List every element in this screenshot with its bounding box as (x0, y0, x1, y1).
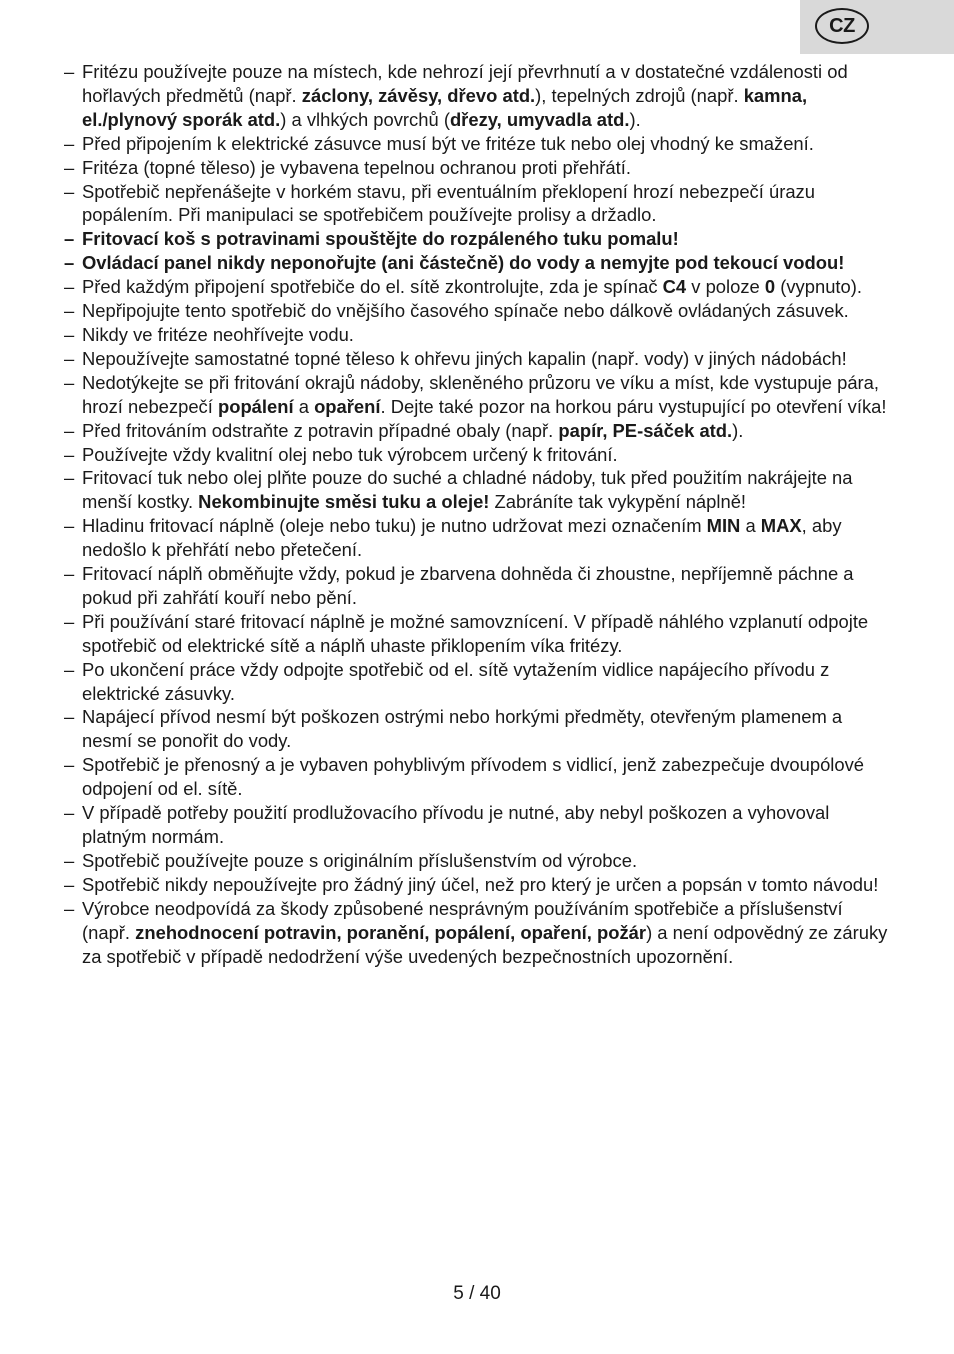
list-item (64, 180, 894, 228)
item-text: , aby nedošlo k přehřátí nebo přetečení. (82, 515, 842, 561)
language-tab (800, 0, 954, 54)
list-item (64, 849, 894, 873)
item-text: Před fritováním odstraňte z potravin případné obaly (např. (82, 419, 559, 441)
list-dash: – (64, 300, 75, 322)
bold-text: Nekombinujte směsi tuku a oleje! (198, 491, 490, 513)
item-text: Při používání staré fritovací náplně je možné samovznícení. V případě náhlého vzplanutí odpojte spotřebič od elektrické sítě a náplň uhaste přiklopením víka fritézy. (82, 610, 869, 656)
list-dash: – (64, 156, 75, 178)
bold-text: Fritovací koš s potravinami spouštějte do rozpáleného tuku pomalu! (82, 228, 679, 250)
item-text: ) a vlhkých povrchů ( (280, 108, 450, 130)
list-dash: – (64, 802, 75, 824)
list-dash: – (64, 276, 75, 298)
item-text: a (293, 395, 315, 417)
item-text: Spotřebič nikdy nepoužívejte pro žádný jiný účel, než pro který je určen a popsán v tomto návodu! (82, 873, 879, 895)
list-dash: – (64, 754, 75, 776)
bold-text: kamna, el./plynový sporák atd. (82, 84, 808, 130)
item-text: Fritovací tuk nebo olej plňte pouze do suché a chladné nádoby, tuk před použitím nakrájejte na menší kostky. (82, 467, 853, 513)
list-item (64, 227, 894, 251)
item-text: Spotřebič nepřenášejte v horkém stavu, při eventuálním překlopení hrozí nebezpečí úrazu popálením. Při manipulaci se spotřebičem používejte prolisy a držadlo. (82, 180, 815, 226)
list-dash: – (64, 515, 75, 537)
list-item (64, 443, 894, 467)
list-item (64, 323, 894, 347)
bold-text: opaření (314, 395, 381, 417)
item-text: Výrobce neodpovídá za škody způsobené nesprávným používáním spotřebiče a příslušenství (např. (82, 897, 843, 943)
item-text: Nedotýkejte se při fritování okrajů nádoby, skleněného průzoru ve víku a míst, kde vystupuje pára, hrozí nebezpečí (82, 371, 880, 417)
item-text: Zabráníte tak vykypění náplně! (489, 491, 747, 513)
bold-text: MIN (706, 515, 741, 537)
item-text: Před každým připojení spotřebiče do el. sítě zkontrolujte, zda je spínač (82, 276, 663, 298)
item-text: ). (732, 419, 744, 441)
list-dash: – (64, 443, 75, 465)
list-dash: – (64, 563, 75, 585)
list-dash: – (64, 658, 75, 680)
list-item (64, 419, 894, 443)
item-text: Fritézu používejte pouze na místech, kde nehrozí její převrhnutí a v dostatečné vzdálenosti od hořlavých předmětů (např. (82, 61, 848, 106)
list-dash: – (64, 252, 75, 274)
item-text: ) a není odpovědný ze záruky za spotřebič v případě nedodržení výše uvedených bezpečnostních upozornění. (82, 921, 888, 967)
bold-text: znehodnocení potravin, poranění, popálení, opaření, požár (135, 921, 647, 943)
list-item (64, 562, 894, 610)
bold-text: C4 (662, 276, 687, 298)
list-item (64, 466, 894, 514)
item-text: Nepoužívejte samostatné topné těleso k ohřevu jiných kapalin (např. vody) v jiných nádobách! (82, 347, 847, 369)
list-item (64, 251, 894, 275)
list-dash: – (64, 347, 75, 369)
item-text: v poloze (686, 276, 765, 298)
item-text: (vypnuto). (775, 276, 862, 298)
item-text: Fritéza (topné těleso) je vybavena tepelnou ochranou proti přehřátí. (82, 156, 631, 178)
list-item (64, 60, 894, 132)
item-text: Nikdy ve fritéze neohřívejte vodu. (82, 323, 354, 345)
bold-text: papír, PE-sáček atd. (558, 419, 733, 441)
list-item (64, 156, 894, 180)
item-text: Fritovací náplň obměňujte vždy, pokud je zbarvena dohněda či zhoustne, nepříjemně páchne a pokud při zahřátí kouří nebo pění. (82, 563, 854, 608)
bold-text: záclony, závěsy, dřevo atd. (301, 84, 536, 106)
item-text: Spotřebič je přenosný a je vybaven pohyblivým přívodem s vidlicí, jenž zabezpečuje dvoupólové odpojení od el. sítě. (82, 754, 865, 800)
list-dash: – (64, 371, 75, 393)
item-text: Hladinu fritovací náplně (oleje nebo tuku) je nutno udržovat mezi označením (82, 515, 707, 537)
list-dash: – (64, 873, 75, 895)
bold-text: dřezy, umyvadla atd. (449, 108, 630, 130)
item-text: Napájecí přívod nesmí být poškozen ostrými nebo horkými předměty, otevřeným plamenem a nesmí se ponořit do vody. (82, 706, 843, 752)
list-item (64, 514, 894, 562)
list-item (64, 873, 894, 897)
page-number: 5 / 40 (453, 1283, 501, 1304)
item-text: a (740, 515, 761, 537)
list-dash: – (64, 180, 75, 202)
list-item (64, 753, 894, 801)
item-text: Spotřebič používejte pouze s originálním příslušenstvím od výrobce. (82, 849, 638, 871)
item-text: V případě potřeby použití prodlužovacího přívodu je nutné, aby nebyl poškozen a vyhovoval platným normám. (82, 802, 830, 847)
list-dash: – (64, 132, 75, 154)
bold-text: 0 (764, 276, 776, 298)
list-dash: – (64, 610, 75, 632)
bold-text: popálení (217, 395, 294, 417)
bold-text: MAX (760, 515, 802, 537)
list-item (64, 347, 894, 371)
item-text: . Dejte také pozor na horkou páru vystupující po otevření víka! (380, 395, 887, 417)
list-item (64, 801, 894, 849)
list-item (64, 610, 894, 658)
item-text: Používejte vždy kvalitní olej nebo tuk výrobcem určený k fritování. (82, 443, 618, 465)
list-dash: – (64, 323, 75, 345)
list-item (64, 132, 894, 156)
list-item (64, 275, 894, 299)
list-item (64, 299, 894, 323)
list-dash: – (64, 849, 75, 871)
item-text: ), tepelných zdrojů (např. (535, 84, 744, 106)
safety-instructions-list (64, 60, 894, 968)
list-item (64, 897, 894, 969)
item-text: Po ukončení práce vždy odpojte spotřebič od el. sítě vytažením vidlice napájecího přívodu z elektrické zásuvky. (82, 658, 830, 704)
item-text: ). (629, 108, 641, 130)
list-dash: – (64, 419, 75, 441)
list-dash: – (64, 897, 75, 919)
list-item (64, 371, 894, 419)
list-dash: – (64, 228, 75, 250)
list-dash: – (64, 706, 75, 728)
language-badge: CZ (815, 8, 869, 44)
list-dash: – (64, 467, 75, 489)
list-item (64, 658, 894, 706)
item-text: Nepřipojujte tento spotřebič do vnějšího časového spínače nebo dálkově ovládaných zásuvek. (82, 300, 849, 322)
list-item (64, 705, 894, 753)
bold-text: Ovládací panel nikdy neponořujte (ani částečně) do vody a nemyjte pod tekoucí vodou! (82, 252, 845, 274)
list-dash: – (64, 61, 75, 82)
item-text: Před připojením k elektrické zásuvce musí být ve fritéze tuk nebo olej vhodný ke smažení. (82, 132, 814, 154)
